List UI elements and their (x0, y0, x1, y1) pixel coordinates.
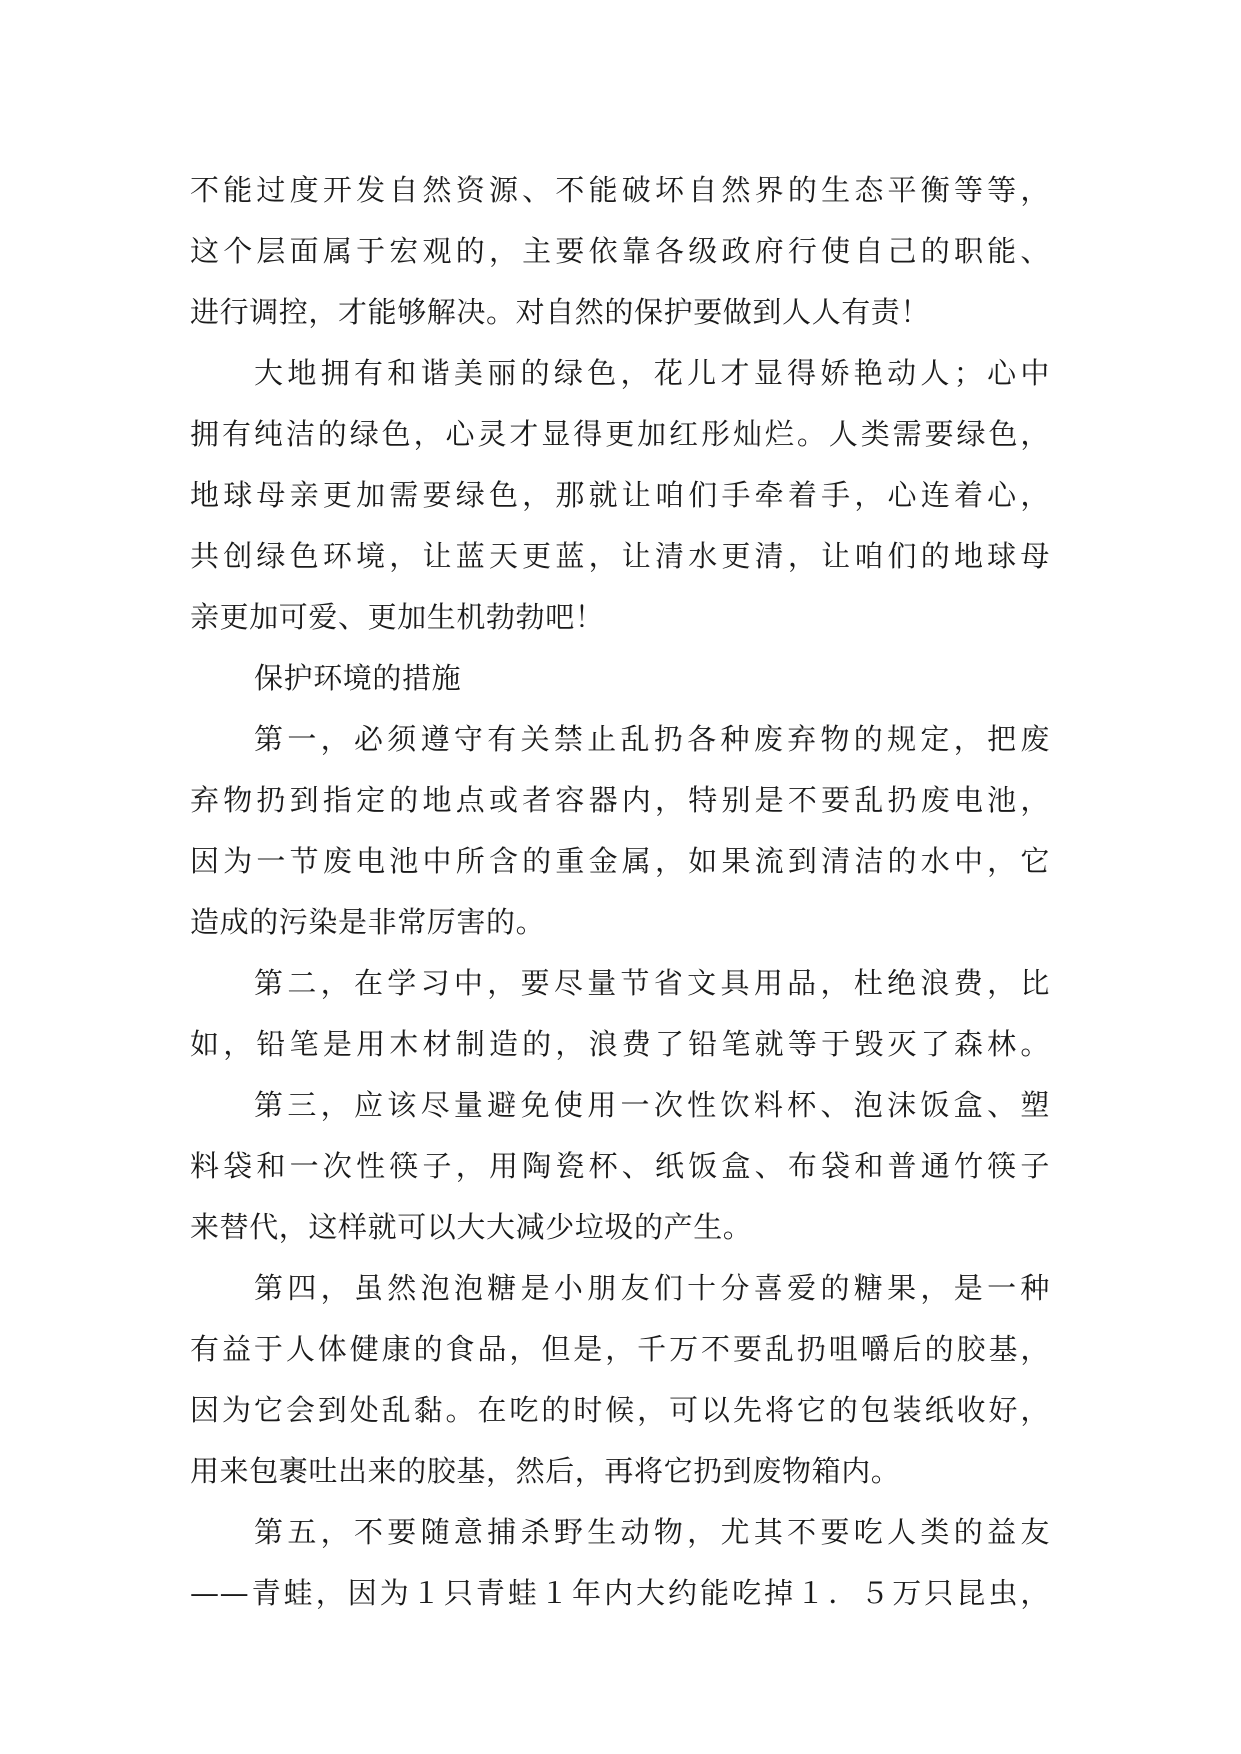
text-line: 有益于人体健康的食品，但是，千万不要乱扔咀嚼后的胶基， (190, 1332, 1050, 1366)
text-line: 来替代，这样就可以大大减少垃圾的产生。 (190, 1210, 753, 1244)
text-line: 弃物扔到指定的地点或者容器内，特别是不要乱扔废电池， (190, 783, 1050, 817)
text-line: 拥有纯洁的绿色，心灵才显得更加红彤灿烂。人类需要绿色， (190, 417, 1050, 451)
text-line: 第五，不要随意捕杀野生动物，尤其不要吃人类的益友 (254, 1515, 1050, 1549)
text-line: 第二，在学习中，要尽量节省文具用品，杜绝浪费，比 (254, 966, 1050, 1000)
text-line: 亲更加可爱、更加生机勃勃吧！ (190, 600, 605, 634)
text-line: ——青蛙，因为１只青蛙１年内大约能吃掉１．５万只昆虫， (190, 1576, 1050, 1610)
text-line: 进行调控，才能够解决。对自然的保护要做到人人有责！ (190, 295, 931, 329)
text-line: 料袋和一次性筷子，用陶瓷杯、纸饭盒、布袋和普通竹筷子 (190, 1149, 1050, 1183)
text-line: 因为它会到处乱黏。在吃的时候，可以先将它的包装纸收好， (190, 1393, 1050, 1427)
text-line: 第四，虽然泡泡糖是小朋友们十分喜爱的糖果，是一种 (254, 1271, 1050, 1305)
text-line: 因为一节废电池中所含的重金属，如果流到清洁的水中，它 (190, 844, 1050, 878)
text-line: 地球母亲更加需要绿色，那就让咱们手牵着手，心连着心， (190, 478, 1050, 512)
text-line: 第一，必须遵守有关禁止乱扔各种废弃物的规定，把废 (254, 722, 1050, 756)
text-line: 不能过度开发自然资源、不能破坏自然界的生态平衡等等， (190, 173, 1050, 207)
text-line: 共创绿色环境，让蓝天更蓝，让清水更清，让咱们的地球母 (190, 539, 1050, 573)
text-line: 保护环境的措施 (254, 661, 462, 695)
text-line: 用来包裹吐出来的胶基，然后，再将它扔到废物箱内。 (190, 1454, 901, 1488)
text-line: 造成的污染是非常厉害的。 (190, 905, 546, 939)
text-line: 如，铅笔是用木材制造的，浪费了铅笔就等于毁灭了森林。 (190, 1027, 1050, 1061)
document-body (190, 160, 1050, 1624)
text-line: 大地拥有和谐美丽的绿色，花儿才显得娇艳动人；心中 (254, 356, 1050, 390)
text-line: 第三，应该尽量避免使用一次性饮料杯、泡沫饭盒、塑 (254, 1088, 1050, 1122)
text-line: 这个层面属于宏观的，主要依靠各级政府行使自己的职能、 (190, 234, 1050, 268)
